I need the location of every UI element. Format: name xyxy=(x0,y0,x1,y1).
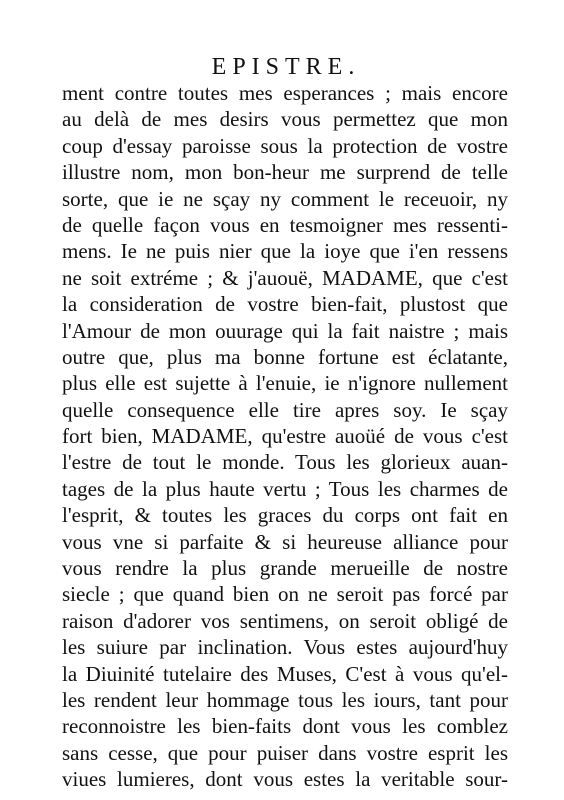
text-line: sans cesse, que pour puiser dans vostre esprit les xyxy=(62,740,508,765)
text-line: plus elle est sujette à l'enuie, ie n'ignore nullement xyxy=(62,371,508,396)
text-line: ne soit extréme ; & j'auouë, MADAME, que c'est xyxy=(62,265,508,290)
text-line: de quelle façon vous en tesmoigner mes ressenti- xyxy=(62,212,508,237)
text-line: les suiure par inclination. Vous estes aujourd'huy xyxy=(62,635,508,660)
text-line: la consideration de vostre bien-fait, plustost que xyxy=(62,292,508,317)
text-line: l'esprit, & toutes les graces du corps ont fait en xyxy=(62,503,508,528)
text-line: vous vne si parfaite & si heureuse alliance pour xyxy=(62,529,508,554)
text-line: siecle ; que quand bien on ne seroit pas forcé par xyxy=(62,582,508,607)
running-head: EPISTRE. xyxy=(211,54,361,80)
text-line: raison d'adorer vos sentimens, on seroit obligé de xyxy=(62,608,508,633)
body-text xyxy=(62,80,508,793)
text-line: ment contre toutes mes esperances ; mais encore xyxy=(62,81,508,105)
text-line: illustre nom, mon bon-heur me surprend de telle xyxy=(62,160,508,185)
text-line: coup d'essay paroisse sous la protection de vostre xyxy=(62,133,508,158)
text-line: les rendent leur hommage tous les iours, tant pour xyxy=(62,687,508,712)
text-line: tages de la plus haute vertu ; Tous les charmes de xyxy=(62,476,508,501)
text-line: vous rendre la plus grande merueille de nostre xyxy=(62,556,508,581)
text-line: la Diuinité tutelaire des Muses, C'est à vous qu'el- xyxy=(62,661,508,686)
text-line: fort bien, MADAME, qu'estre auoüé de vous c'est xyxy=(62,424,508,449)
text-line: viues lumieres, dont vous estes la veritable sour- xyxy=(62,767,508,792)
text-line: au delà de mes desirs vous permettez que mon xyxy=(62,107,508,132)
text-line: quelle consequence elle tire apres soy. Ie sçay xyxy=(62,397,508,422)
text-line: reconnoistre les bien-faits dont vous les comblez xyxy=(62,714,508,739)
text-line: outre que, plus ma bonne fortune est éclatante, xyxy=(62,344,508,369)
text-line: mens. Ie ne puis nier que la ioye que i'en ressens xyxy=(62,239,508,264)
text-line: l'Amour de mon ouurage qui la fait naistre ; mais xyxy=(62,318,508,343)
text-line: l'estre de tout le monde. Tous les glorieux auan- xyxy=(62,450,508,475)
text-line: sorte, que ie ne sçay ny comment le receuoir, ny xyxy=(62,186,508,211)
